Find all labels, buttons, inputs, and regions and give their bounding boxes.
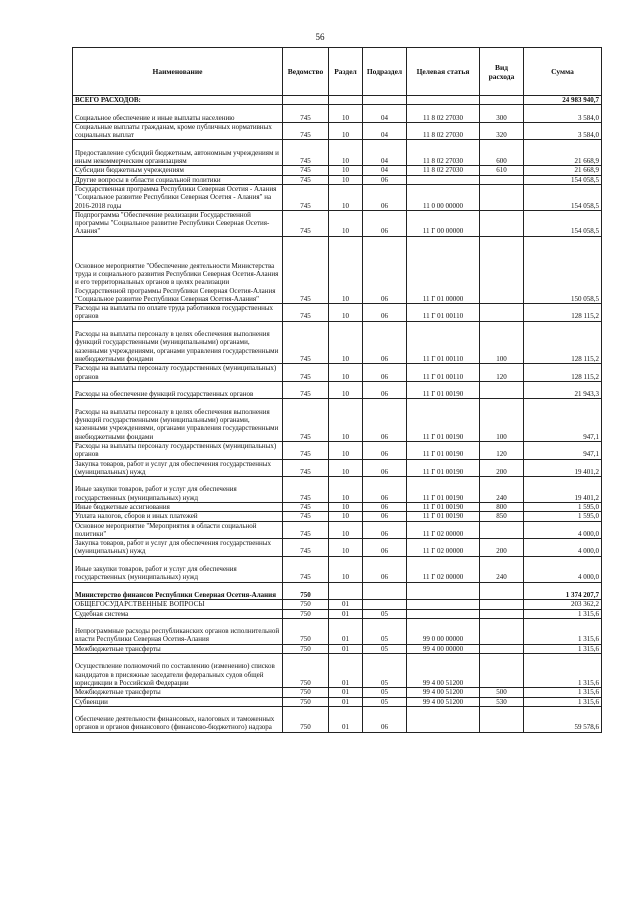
cell-name: Межбюджетные трансферты [73,688,283,697]
cell-vid: 850 [480,512,524,521]
cell-vid: 300 [480,105,524,123]
budget-table [72,47,602,733]
cell-ved: 750 [283,582,329,600]
cell-vid: 800 [480,503,524,512]
cell-cel [407,609,480,618]
table-row [73,539,602,557]
cell-podr: 06 [363,381,407,399]
cell-podr: 06 [363,399,407,442]
cell-sum: 947,1 [524,441,602,459]
cell-razd: 10 [329,304,363,322]
cell-ved: 745 [283,459,329,477]
cell-razd: 01 [329,654,363,688]
table-row [73,618,602,644]
cell-podr: 06 [363,706,407,732]
cell-vid: 600 [480,140,524,166]
table-row [73,96,602,105]
table-row [73,236,602,303]
cell-vid [480,236,524,303]
cell-name: Иные закупки товаров, работ и услуг для обеспечения государственных (муниципальных) нужд [73,477,283,503]
cell-name: Осуществление полномочий по составлению (изменению) списков кандидатов в присяжные заседатели федеральных судов общей юрисдикции в Российской Федерации [73,654,283,688]
cell-sum: 128 115,2 [524,364,602,382]
table-row [73,654,602,688]
cell-cel: 99 4 00 51200 [407,697,480,706]
cell-podr: 04 [363,105,407,123]
cell-podr: 05 [363,697,407,706]
header-vid: Вид расхода [480,48,524,96]
cell-sum: 1 315,6 [524,609,602,618]
cell-cel: 11 Г 01 00190 [407,441,480,459]
cell-podr: 04 [363,140,407,166]
page-number: 56 [315,32,325,42]
cell-sum: 21 668,9 [524,140,602,166]
cell-vid [480,210,524,236]
cell-ved [283,96,329,105]
cell-name: Уплата налогов, сборов и иных платежей [73,512,283,521]
cell-cel: 11 Г 01 00000 [407,236,480,303]
cell-podr: 04 [363,122,407,140]
cell-razd: 10 [329,210,363,236]
cell-name: Обеспечение деятельности финансовых, налоговых и таможенных органов и органов финансового (финансово-бюджетного) надзора [73,706,283,732]
cell-razd: 10 [329,503,363,512]
cell-vid [480,582,524,600]
cell-cel: 11 Г 01 00110 [407,364,480,382]
cell-vid: 530 [480,697,524,706]
cell-razd: 10 [329,105,363,123]
cell-sum: 128 115,2 [524,321,602,364]
cell-podr: 05 [363,609,407,618]
cell-vid: 100 [480,399,524,442]
cell-name: Расходы на выплаты персоналу государственных (муниципальных) органов [73,441,283,459]
table-row [73,644,602,653]
cell-cel: 99 4 00 51200 [407,654,480,688]
cell-razd [329,96,363,105]
table-row [73,210,602,236]
cell-name: Судебная система [73,609,283,618]
cell-name: Закупка товаров, работ и услуг для обеспечения государственных (муниципальных) нужд [73,539,283,557]
cell-razd: 10 [329,140,363,166]
cell-vid [480,609,524,618]
cell-sum: 4 000,0 [524,539,602,557]
cell-razd: 10 [329,236,363,303]
cell-ved: 745 [283,521,329,539]
cell-ved: 745 [283,364,329,382]
cell-ved: 745 [283,236,329,303]
cell-razd: 10 [329,166,363,175]
table-row [73,321,602,364]
cell-ved: 745 [283,122,329,140]
cell-podr: 06 [363,556,407,582]
table-row [73,582,602,600]
cell-name: Закупка товаров, работ и услуг для обеспечения государственных (муниципальных) нужд [73,459,283,477]
cell-ved: 750 [283,609,329,618]
cell-vid [480,96,524,105]
cell-sum: 21 668,9 [524,166,602,175]
table-row [73,688,602,697]
cell-podr: 06 [363,459,407,477]
cell-sum: 4 000,0 [524,556,602,582]
cell-name: Расходы на выплаты персоналу в целях обеспечения выполнения функций государственными (муниципальными) органами, казенными учреждениями, органами управления государственными внебюджетными фондами [73,321,283,364]
cell-vid [480,654,524,688]
cell-name: Расходы на выплаты персоналу государственных (муниципальных) органов [73,364,283,382]
table-row [73,140,602,166]
cell-cel: 11 8 02 27030 [407,166,480,175]
cell-podr: 05 [363,618,407,644]
cell-podr: 05 [363,654,407,688]
cell-ved: 750 [283,654,329,688]
cell-cel: 99 0 00 00000 [407,618,480,644]
cell-name: Другие вопросы в области социальной политики [73,175,283,184]
cell-sum: 154 058,5 [524,184,602,210]
cell-vid [480,381,524,399]
cell-sum: 1 374 207,7 [524,582,602,600]
table-row [73,706,602,732]
cell-cel [407,600,480,609]
cell-cel: 11 8 02 27030 [407,105,480,123]
table-row [73,600,602,609]
cell-vid [480,521,524,539]
cell-cel: 11 Г 02 00000 [407,539,480,557]
table-row [73,399,602,442]
cell-podr: 06 [363,321,407,364]
cell-name: Субвенции [73,697,283,706]
header-name: Наименование [73,48,283,96]
cell-name: Иные бюджетные ассигнования [73,503,283,512]
header-cel: Целевая статья [407,48,480,96]
table-row [73,364,602,382]
cell-razd: 01 [329,706,363,732]
cell-podr: 06 [363,236,407,303]
cell-podr: 06 [363,539,407,557]
cell-vid: 200 [480,459,524,477]
cell-name: Субсидии бюджетным учреждениям [73,166,283,175]
header-row [73,48,602,96]
table-row [73,105,602,123]
cell-razd: 10 [329,477,363,503]
cell-razd: 01 [329,600,363,609]
table-row [73,503,602,512]
table-row [73,477,602,503]
cell-razd: 10 [329,441,363,459]
cell-cel [407,582,480,600]
cell-ved: 745 [283,381,329,399]
cell-sum: 1 595,0 [524,503,602,512]
table-row [73,175,602,184]
cell-ved: 745 [283,512,329,521]
cell-ved: 750 [283,688,329,697]
cell-podr: 06 [363,441,407,459]
cell-podr: 05 [363,644,407,653]
cell-ved: 745 [283,175,329,184]
table-row [73,512,602,521]
cell-podr: 06 [363,210,407,236]
cell-podr: 06 [363,503,407,512]
cell-cel: 11 Г 02 00000 [407,556,480,582]
cell-podr [363,582,407,600]
cell-razd: 10 [329,556,363,582]
cell-sum: 203 362,2 [524,600,602,609]
cell-vid: 200 [480,539,524,557]
cell-cel: 11 8 02 27030 [407,122,480,140]
cell-cel: 11 Г 02 00000 [407,521,480,539]
cell-ved: 745 [283,539,329,557]
cell-sum: 1 315,6 [524,644,602,653]
cell-sum: 1 315,6 [524,697,602,706]
cell-cel: 11 8 02 27030 [407,140,480,166]
cell-sum: 1 595,0 [524,512,602,521]
cell-ved: 750 [283,618,329,644]
cell-sum: 1 315,6 [524,688,602,697]
cell-cel: 11 0 00 00000 [407,184,480,210]
cell-razd: 01 [329,644,363,653]
cell-razd: 10 [329,512,363,521]
cell-name: Государственная программа Республики Северная Осетия - Алания "Социальное развитие Республики Северная Осетия - Алания" на 2016-2018 годы [73,184,283,210]
cell-sum: 947,1 [524,399,602,442]
table-row [73,609,602,618]
cell-razd: 10 [329,521,363,539]
cell-vid [480,706,524,732]
cell-sum: 3 584,0 [524,105,602,123]
cell-razd: 10 [329,459,363,477]
cell-podr: 06 [363,512,407,521]
cell-ved: 745 [283,166,329,175]
cell-podr: 06 [363,175,407,184]
cell-vid [480,304,524,322]
table-row [73,166,602,175]
cell-podr: 06 [363,477,407,503]
cell-name: ВСЕГО РАСХОДОВ: [73,96,283,105]
cell-name: Подпрограмма "Обеспечение реализации Государственной программы "Социальное развитие Республики Северная Осетия-Алания" [73,210,283,236]
cell-name: Расходы на выплаты по оплате труда работников государственных органов [73,304,283,322]
cell-ved: 745 [283,105,329,123]
cell-sum: 1 315,6 [524,618,602,644]
table-row [73,381,602,399]
cell-name: Министерство финансов Республики Северная Осетия-Алания [73,582,283,600]
cell-cel: 11 Г 01 00190 [407,399,480,442]
cell-podr: 06 [363,521,407,539]
cell-vid: 320 [480,122,524,140]
header-podr: Подраздел [363,48,407,96]
cell-cel: 11 Г 01 00190 [407,381,480,399]
cell-ved: 745 [283,184,329,210]
cell-sum: 24 983 940,7 [524,96,602,105]
cell-vid [480,618,524,644]
cell-razd: 10 [329,321,363,364]
table-row [73,697,602,706]
cell-sum: 154 058,5 [524,210,602,236]
cell-razd: 10 [329,399,363,442]
cell-sum: 128 115,2 [524,304,602,322]
header-ved: Ведомство [283,48,329,96]
cell-name: Основное мероприятие "Обеспечение деятельности Министерства труда и социального развития Республики Северная Осетия-Алания и его территориальных органов в целях реализации Государственной программы Республики Северная Осетия-Алания "Социальное развитие Республики Северная Осетия-Алания" [73,236,283,303]
cell-cel: 11 Г 01 00190 [407,512,480,521]
cell-ved: 745 [283,140,329,166]
cell-sum: 19 401,2 [524,459,602,477]
cell-vid: 240 [480,477,524,503]
cell-cel: 11 Г 01 00190 [407,477,480,503]
cell-vid: 120 [480,364,524,382]
cell-ved: 750 [283,644,329,653]
cell-razd: 10 [329,122,363,140]
cell-razd: 10 [329,381,363,399]
cell-razd: 10 [329,175,363,184]
cell-sum: 3 584,0 [524,122,602,140]
cell-ved: 745 [283,321,329,364]
table-row [73,184,602,210]
table-row [73,122,602,140]
cell-sum: 150 058,5 [524,236,602,303]
cell-name: Социальные выплаты гражданам, кроме публичных нормативных социальных выплат [73,122,283,140]
cell-name: Основное мероприятие "Мероприятия в области социальной политики" [73,521,283,539]
cell-cel: 99 4 00 00000 [407,644,480,653]
table-row [73,521,602,539]
cell-vid: 100 [480,321,524,364]
cell-sum: 1 315,6 [524,654,602,688]
header-sum: Сумма [524,48,602,96]
cell-vid [480,175,524,184]
cell-sum: 59 578,6 [524,706,602,732]
table-row [73,441,602,459]
cell-razd: 01 [329,697,363,706]
cell-cel [407,96,480,105]
cell-vid [480,644,524,653]
cell-ved: 750 [283,706,329,732]
cell-ved: 745 [283,304,329,322]
cell-name: Иные закупки товаров, работ и услуг для обеспечения государственных (муниципальных) нужд [73,556,283,582]
cell-sum: 21 943,3 [524,381,602,399]
cell-podr: 04 [363,166,407,175]
cell-podr: 05 [363,688,407,697]
cell-podr [363,600,407,609]
cell-podr: 06 [363,184,407,210]
cell-ved: 745 [283,441,329,459]
cell-ved: 745 [283,556,329,582]
cell-ved: 745 [283,399,329,442]
cell-name: Социальное обеспечение и иные выплаты населению [73,105,283,123]
cell-vid: 120 [480,441,524,459]
cell-ved: 745 [283,477,329,503]
cell-ved: 745 [283,210,329,236]
cell-podr: 06 [363,364,407,382]
cell-name: Непрограммные расходы республиканских органов исполнительной власти Республики Северная Осетия-Алания [73,618,283,644]
cell-razd: 01 [329,609,363,618]
table-body [73,96,602,733]
cell-sum: 4 000,0 [524,521,602,539]
cell-podr: 06 [363,304,407,322]
cell-cel: 11 Г 01 00110 [407,321,480,364]
cell-vid: 610 [480,166,524,175]
cell-razd: 10 [329,539,363,557]
table-row [73,304,602,322]
cell-ved: 745 [283,503,329,512]
cell-razd: 10 [329,184,363,210]
cell-razd: 10 [329,364,363,382]
cell-ved: 750 [283,697,329,706]
cell-vid [480,600,524,609]
cell-vid: 500 [480,688,524,697]
cell-razd: 01 [329,688,363,697]
table-row [73,459,602,477]
cell-cel: 11 Г 01 00190 [407,503,480,512]
table-row [73,556,602,582]
cell-cel: 99 4 00 51200 [407,688,480,697]
cell-razd: 01 [329,618,363,644]
cell-name: Расходы на выплаты персоналу в целях обеспечения выполнения функций государственными (муниципальными) органами, казенными учреждениями, органами управления государственными внебюджетными фондами [73,399,283,442]
cell-name: Предоставление субсидий бюджетным, автономным учреждениям и иным некоммерческим организациям [73,140,283,166]
cell-sum: 154 058,5 [524,175,602,184]
cell-name: Межбюджетные трансферты [73,644,283,653]
cell-name: Расходы на обеспечение функций государственных органов [73,381,283,399]
cell-vid: 240 [480,556,524,582]
cell-cel [407,706,480,732]
cell-cel: 11 Г 00 00000 [407,210,480,236]
cell-cel [407,175,480,184]
header-razd: Раздел [329,48,363,96]
cell-sum: 19 401,2 [524,477,602,503]
cell-cel: 11 Г 01 00110 [407,304,480,322]
cell-vid [480,184,524,210]
cell-ved: 750 [283,600,329,609]
cell-razd [329,582,363,600]
cell-cel: 11 Г 01 00190 [407,459,480,477]
cell-name: ОБЩЕГОСУДАРСТВЕННЫЕ ВОПРОСЫ [73,600,283,609]
cell-podr [363,96,407,105]
